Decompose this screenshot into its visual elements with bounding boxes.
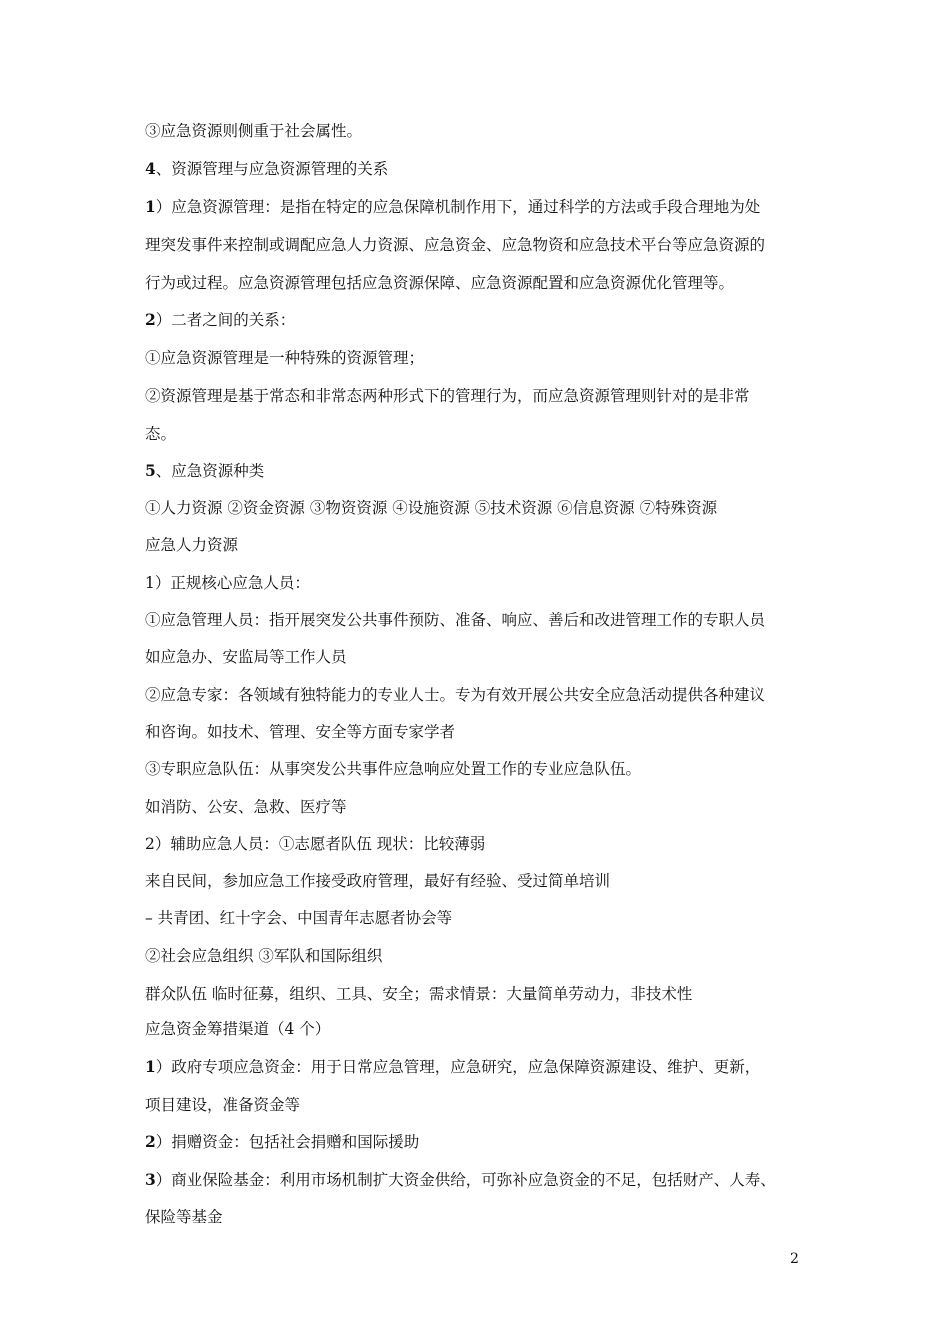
text-line: 2）辅助应急人员：①志愿者队伍 现状：比较薄弱 <box>145 835 486 853</box>
section-heading: 5、应急资源种类 <box>145 461 265 480</box>
text-line: 应急资金筹措渠道（4 个） <box>145 1020 331 1038</box>
text-line: 态。 <box>145 425 177 443</box>
text-line: 3）商业保险基金：利用市场机制扩大资金供给，可弥补应急资金的不足，包括财产、人寿、 <box>145 1170 776 1189</box>
text-line: 应急人力资源 <box>145 536 239 554</box>
text-line: 如消防、公安、急救、医疗等 <box>145 798 347 816</box>
text-line: 群众队伍 临时征募，组织、工具、安全；需求情景：大量简单劳动力，非技术性 <box>145 985 693 1003</box>
text-line: 项目建设，准备资金等 <box>145 1096 301 1114</box>
text-line: ②应急专家：各领域有独特能力的专业人士。专为有效开展公共安全应急活动提供各种建议 <box>145 686 766 704</box>
section-heading: 4、资源管理与应急资源管理的关系 <box>145 159 389 178</box>
text-line: 1）政府专项应急资金：用于日常应急管理，应急研究，应急保障资源建设、维护、更新， <box>145 1057 761 1076</box>
text-line: 行为或过程。应急资源管理包括应急资源保障、应急资源配置和应急资源优化管理等。 <box>145 274 735 292</box>
text-line: ①应急管理人员：指开展突发公共事件预防、准备、响应、善后和改进管理工作的专职人员 <box>145 611 766 629</box>
text-line: 理突发事件来控制或调配应急人力资源、应急资金、应急物资和应急技术平台等应急资源的 <box>145 236 766 254</box>
text-line: 如应急办、安监局等工作人员 <box>145 648 347 666</box>
text-line: 保险等基金 <box>145 1208 223 1226</box>
text-line: 2）二者之间的关系： <box>145 310 296 329</box>
text-line: 来自民间，参加应急工作接受政府管理，最好有经验、受过简单培训 <box>145 872 611 890</box>
page-number: 2 <box>790 1251 799 1267</box>
text-line: ②社会应急组织 ③军队和国际组织 <box>145 947 383 965</box>
text-line: 1）正规核心应急人员： <box>145 574 310 592</box>
text-line: ①人力资源 ②资金资源 ③物资资源 ④设施资源 ⑤技术资源 ⑥信息资源 ⑦特殊资源 <box>145 499 718 517</box>
text-line: 和咨询。如技术、管理、安全等方面专家学者 <box>145 723 456 741</box>
text-line: ③应急资源则侧重于社会属性。 <box>145 122 363 140</box>
text-line: ①应急资源管理是一种特殊的资源管理； <box>145 349 425 367</box>
text-line: ③专职应急队伍：从事突发公共事件应急响应处置工作的专业应急队伍。 <box>145 760 642 778</box>
text-line: 2）捐赠资金：包括社会捐赠和国际援助 <box>145 1132 420 1151</box>
text-line: ②资源管理是基于常态和非常态两种形式下的管理行为，而应急资源管理则针对的是非常 <box>145 387 750 405</box>
text-line: 1）应急资源管理：是指在特定的应急保障机制作用下，通过科学的方法或手段合理地为处 <box>145 197 761 216</box>
text-line: – 共青团、红十字会、中国青年志愿者协会等 <box>145 909 453 927</box>
